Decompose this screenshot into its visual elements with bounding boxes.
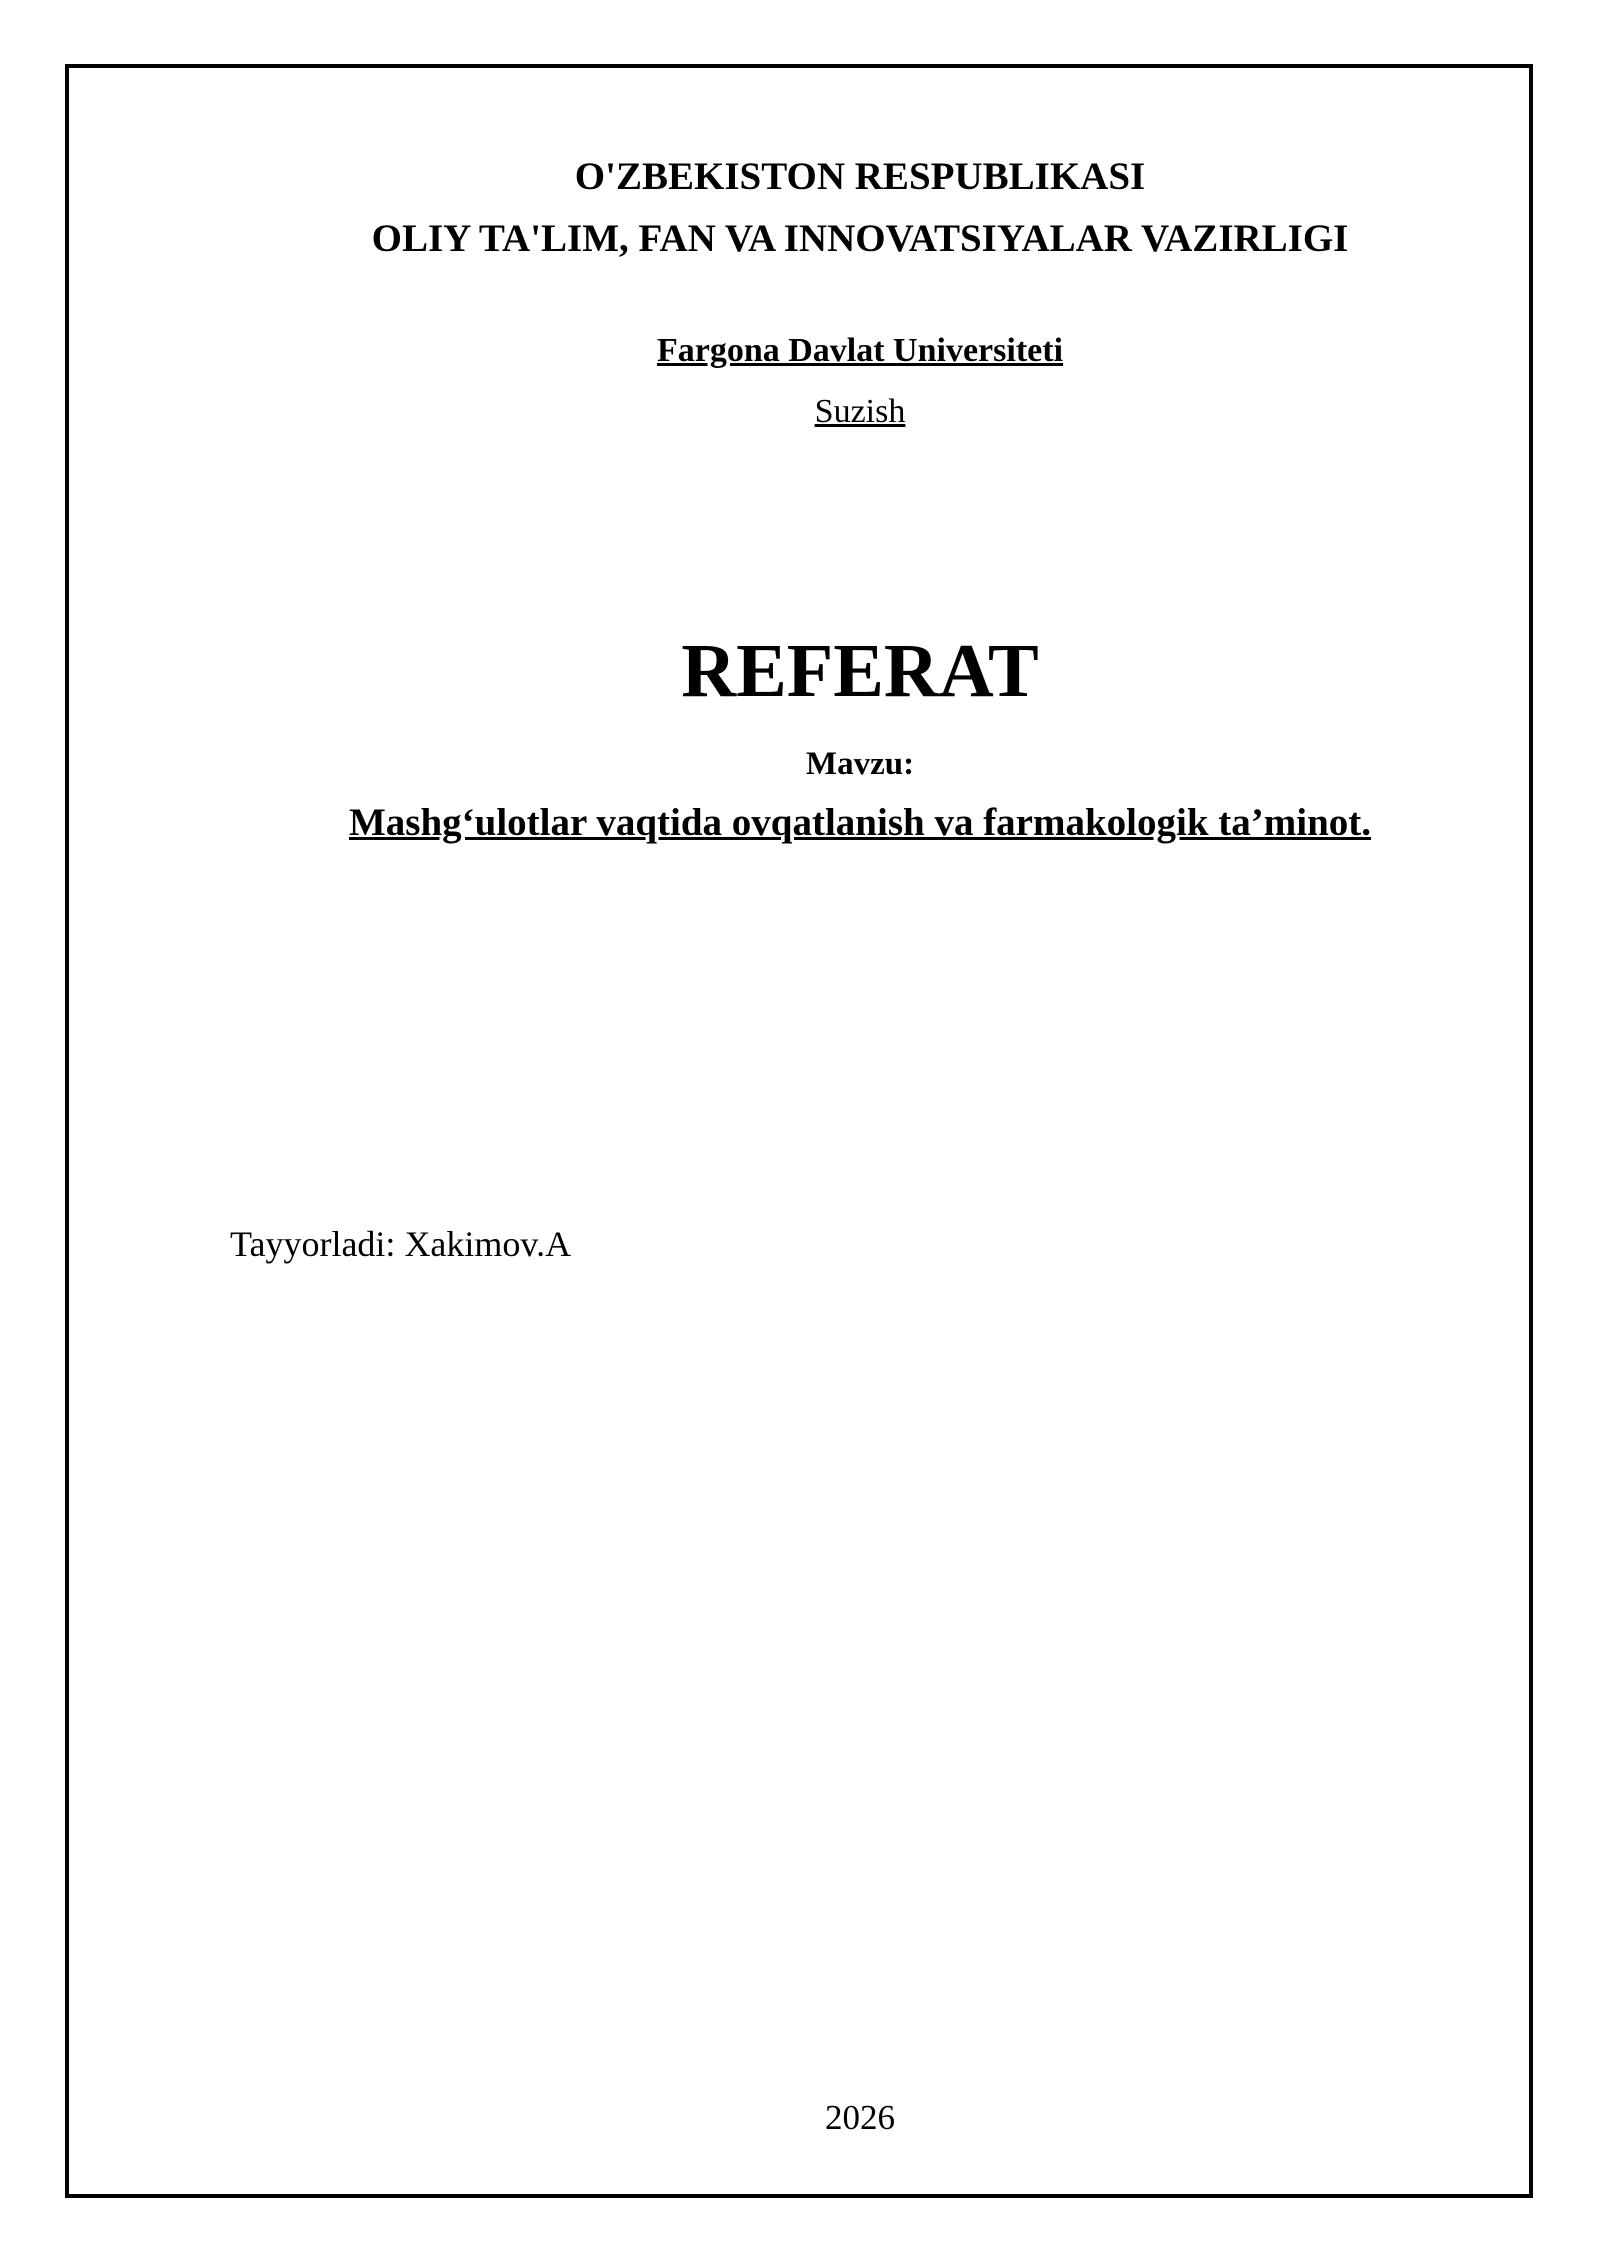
author-label: Tayyorladi: [230, 1224, 396, 1264]
document-title: REFERAT [681, 629, 1039, 713]
university-name: Fargona Davlat Universiteti [656, 332, 1064, 369]
page-border [65, 64, 1533, 2198]
author-name: Xakimov.A [404, 1224, 572, 1264]
year: 2026 [825, 2098, 895, 2137]
topic-text: Mashg‘ulotlar vaqtida ovqatlanish va farmakologik ta’minot. [348, 801, 1372, 844]
ministry-header-line-2: OLIY TA'LIM, FAN VA INNOVATSIYALAR VAZIRLIGI [371, 217, 1349, 260]
topic-label: Mavzu: [805, 746, 915, 782]
subject-name: Suzish [814, 393, 906, 430]
ministry-header-line-1: O'ZBEKISTON RESPUBLIKASI [574, 155, 1146, 198]
author-line [230, 1223, 571, 1265]
